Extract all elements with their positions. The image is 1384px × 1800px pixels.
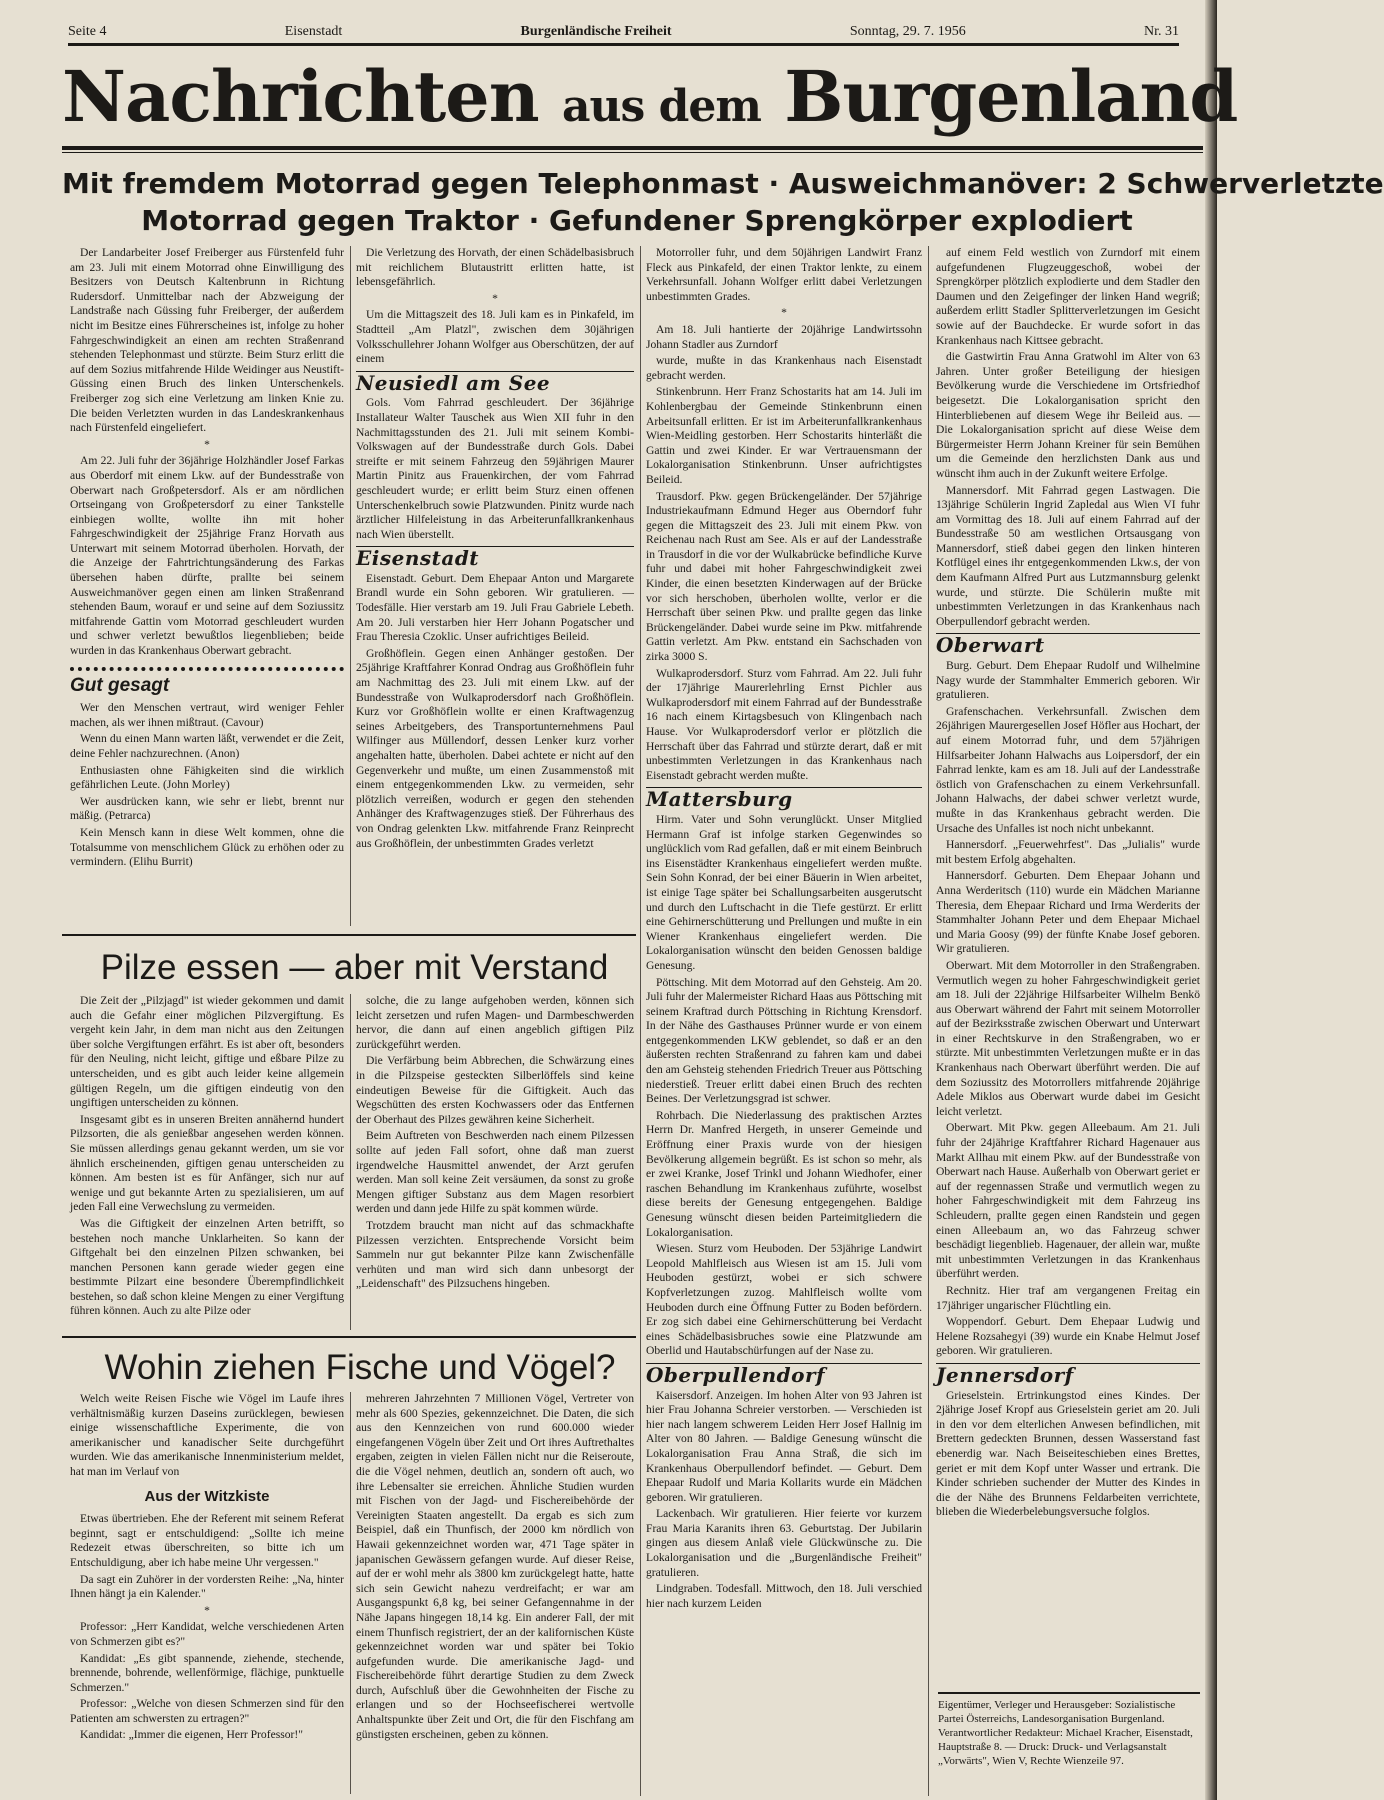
- quote: Kein Mensch kann in diese Welt kommen, ohne die Totalsumme von menschlichem Glück zu erhöhen oder zu vermindern. (Elihu Burrit): [70, 825, 344, 869]
- pilze-headline: Pilze essen — aber mit Verstand: [100, 948, 609, 987]
- joke-paragraph: Kandidat: „Es gibt spannende, ziehende, stechende, brennende, bohrende, wellenförmige, flächige, punktuelle Schmerzen.": [70, 1651, 344, 1694]
- article-paragraph: Wulkaprodersdorf. Sturz vom Fahrrad. Am 22. Juli fuhr der 17jährige Maurerlehrling Ernst Pichler aus Wulkaprodersdorf mit einem Fahrrad auf der Bundesstraße 16 nach einem Kirtagsbesuch von Klingenbach nach Hause. Vor Wulkaprodersdorf verlor er plötzlich die Herrschaft über das Fahrrad und stürzte derart, daß er mit unbestimmten Verletzungen in das Krankenhaus nach Eisenstadt gebracht werden mußte.: [646, 666, 922, 782]
- article-paragraph: Was die Giftigkeit der einzelnen Arten betrifft, so bestehen noch manche Unklarheiten. So kann der Giftgehalt bei den einzelnen Pilzen schwanken, bei manchen Personen kann gerade wieder gegen eine bestimmte Pilzart eine besondere Überempfindlichkeit bestehen, so daß schon kleine Mengen zu einer Vergiftung führen können. Auch zu alte Pilze oder: [70, 1216, 344, 1318]
- article-paragraph: Oberwart. Mit Pkw. gegen Alleebaum. Am 21. Juli fuhr der 24jährige Kraftfahrer Richard Hagenauer aus Markt Allhau mit einem Pkw. auf der Bundesstraße von Oberwart nach Hause. Außerhalb von Oberwart geriet er auf der regennassen Straße und vermutlich wegen zu hoher Fahrgeschwindigkeit mit dem Fahrzeug ins Schleudern, prallte gegen einen Randstein und gegen einen Alleebaum an, wo das Fahrzeug schwer beschädigt liegenblieb. Hagenauer, der allein war, mußte mit unbestimmten Verletzungen in das Krankenhaus überführt werden.: [936, 1121, 1200, 1281]
- joke-paragraph: Professor: „Welche von diesen Schmerzen sind für den Patienten am schwersten zu ertragen?": [70, 1697, 344, 1725]
- section-masthead: [62, 52, 1238, 142]
- article-paragraph: Oberwart. Mit dem Motorroller in den Straßengraben. Vermutlich wegen zu hoher Fahrgeschwindigkeit geriet am 18. Juli der 22jährige Hilfsarbeiter Wilhelm Benkö aus Oberwart während der Fahrt mit seinem Motorroller auf der Bezirksstraße zwischen Oberwart und Unterwart in einer Rechtskurve in den Straßengraben, wo er stürzte. Mit unbestimmten Verletzungen mußte er in das Krankenhaus nach Oberwart überführt werden. Die auf dem Soziussitz des Motorrollers mitfahrende 20jährige Adele Miklos aus Oberwart wurde dabei im Gesicht leicht verletzt.: [936, 958, 1200, 1118]
- article-paragraph: Wiesen. Sturz vom Heuboden. Der 53jährige Landwirt Leopold Mahlfleisch aus Wiesen ist am 15. Juli vom Heuboden gestürzt, wobei er sich schwere Kopfverletzungen zuzog. Mahlfleisch wollte vom Heuboden durch eine Öffnung Futter zu Boden befördern. Er zog sich dabei eine Gehirnerschütterung bei Verdacht eines Schädelbasisbruches sowie eine Platzwunde am Oberlid und Hautabschürfungen auf der Nase zu.: [646, 1242, 922, 1358]
- article-paragraph: Am 22. Juli fuhr der 36jährige Holzhändler Josef Farkas aus Oberdorf mit einem Lkw. auf der Bundesstraße von Oberwart nach Großpetersdorf. Als er am nördlichen Ortseingang von Großpetersdorf zu einer Tankstelle einbiegen wollte, wollte ihn mit hoher Fahrgeschwindigkeit der 25jährige Franz Horvath aus Unterwart mit seinem Motorrad überholen. Horvath, der die Anzeige der Fahrtrichtungsänderung des Farkas übersehen haben dürfte, prallte bei seinem Ausweichmanöver gegen einen am linken Straßenrand stehenden Baum, worauf er und seine auf dem Soziussitz mitfahrende Gattin vom Motorrad geschleudert wurden und schwer verletzt bewußtlos liegenblieben; beide wurden in das Krankenhaus Oberwart gebracht.: [70, 454, 344, 658]
- fische-column-2: [356, 1392, 634, 1794]
- witzkiste-title: Aus der Witzkiste: [144, 1487, 270, 1505]
- quote-box: [70, 701, 344, 870]
- page-number: Seite 4: [68, 24, 107, 39]
- article-paragraph: Gols. Vom Fahrrad geschleudert. Der 36jährige Installateur Walter Tauschek aus Wien XII fuhr in den Nachmittagsstunden des 21. Juli mit seinem Kombi-Volkswagen auf der Bundesstraße durch Gols. Dabei streifte er mit seinem Fahrzeug den 59jährigen Maurer Martin Pinitz aus Frauenkirchen, der vom Fahrrad geschleudert wurde; er erlitt beim Sturz einen offenen Unterschenkelbruch sowie Platzwunden. Pinitz wurde nach ärztlicher Hilfeleistung in das Arbeiterunfallkrankenhaus nach Wien überstellt.: [356, 396, 634, 541]
- joke-paragraph: Professor: „Herr Kandidat, welche verschiedenen Arten von Schmerzen gibt es?": [70, 1620, 344, 1648]
- article-paragraph: die Gastwirtin Frau Anna Gratwohl im Alter von 63 Jahren. Unter großer Beteiligung der hiesigen Bevölkerung wurde die Verschiedene im Ortsfriedhof beigesetzt. Die Lokalorganisation spricht den Hinterbliebenen auf diesem Wege ihr Beileid aus. — Die Lokalorganisation spricht auf diese Weise dem Bürgermeister Herrn Johann Kreiner für sein Bemühen um die Gemeinde den herzlichsten Dank aus und wünscht ihm auch in der Zukunft weitere Erfolge.: [936, 350, 1200, 480]
- column-rule: [640, 246, 641, 1796]
- article-paragraph: Trotzdem braucht man nicht auf das schmackhafte Pilzessen verzichten. Entsprechende Vorsicht beim Sammeln nur gut bekannter Pilze kann Zwischenfälle verhüten und man wird sich dann unbesorgt der „Leidenschaft" des Pilzsuchens hingeben.: [356, 1218, 634, 1291]
- quote: Wenn du einen Mann warten läßt, verwendet er die Zeit, deine Fehler nachzurechnen. (Anon): [70, 732, 344, 760]
- article-paragraph: Rechnitz. Hier traf am vergangenen Freitag ein 17jähriger ungarischer Flüchtling ein.: [936, 1283, 1200, 1312]
- quote: Enthusiasten ohne Fähigkeiten sind die wirklich gefährlichen Leute. (John Morley): [70, 763, 344, 792]
- masthead-word-2: aus dem: [561, 81, 761, 132]
- article-paragraph: Grafenschachen. Verkehrsunfall. Zwischen dem 26jährigen Maurergesellen Josef Höfler aus Hochart, der auf einem Motorrad fuhr, und dem 57jährigen Hilfsarbeiter Johann Halwachs aus Loipersdorf, der ein Fahrrad lenkte, kam es am 18. Juli auf der Landesstraße östlich von Grafenschachen zu einem Verkehrsunfall. Johann Halwachs, der dabei schwer verletzt wurde, mußte in das Krankenhaus gebracht werden. Die Ursache des Unfalles ist noch nicht unbekannt.: [936, 704, 1200, 835]
- quote: Wer den Menschen vertraut, wird weniger Fehler machen, als wer ihnen mißtraut. (Cavour): [70, 701, 344, 729]
- column-3: [646, 246, 922, 1794]
- column-4: [936, 246, 1200, 1686]
- article-paragraph: Eisenstadt. Geburt. Dem Ehepaar Anton und Margarete Brandl wurde ein Sohn geboren. Wir gratulieren. — Todesfälle. Hier verstarb am 19. Juli Frau Gabriele Lebeth. Am 20. Juli verstarben hier Herr Johann Pogatscher und Frau Theresia Czoklic. Unser aufrichtiges Beileid.: [356, 571, 634, 644]
- fische-column-1: [70, 1392, 344, 1794]
- article-paragraph: Motorroller fuhr, und dem 50jährigen Landwirt Franz Fleck aus Pinkafeld, der einen Traktor lenkte, zu einem Verkehrsunfall. Johann Wolfger erlitt dabei Verletzungen unbestimmten Grades.: [646, 246, 922, 303]
- article-paragraph: Die Zeit der „Pilzjagd" ist wieder gekommen und damit auch die Gefahr einer möglichen Pilzvergiftung. Es vergeht kein Jahr, in dem man nicht aus den Zeitungen über solche Vergiftungen erfährt. Es ist aber oft, besonders für den Neuling, nicht leicht, giftige und eßbare Pilze zu unterscheiden, und es gibt auch leider keine allgemein gültigen Regeln, um die giftigen eindeutig von den ungiftigen unterscheiden zu können.: [70, 994, 344, 1110]
- imprint: Eigentümer, Verleger und Herausgeber: Sozialistische Partei Österreichs, Landesorganisation Burgenland. Verantwortlicher Redakteur: Michael Kracher, Eisenstadt, Hauptstraße 8. — Druck: Druck- und Verlagsanstalt „Vorwärts", Wien V, Rechte Wienzeile 97.: [938, 1692, 1200, 1798]
- separator-star: *: [204, 437, 210, 451]
- region-heading-oberpullendorf: Oberpullendorf: [646, 1363, 922, 1383]
- gut-gesagt-title: Gut gesagt: [70, 667, 344, 694]
- article-paragraph: Rohrbach. Die Niederlassung des praktischen Arztes Herrn Dr. Manfred Hergeth, in unserer Gemeinde und Eröffnung einer Praxis wurde von der hiesigen Bevölkerung allgemein begrüßt. Es ist schon so mehr, als er zwei Kranke, Josef Trinkl und Johann Wiedhofer, einer raschen Behandlung im Krankenhaus zuführte, woselbst diese bereits der Genesung entgegengehen. Baldige Genesung wünscht diesen beiden Parteimitgliedern die Lokalorganisation.: [646, 1108, 922, 1239]
- separator-star: *: [781, 306, 787, 320]
- column-rule: [928, 246, 929, 1796]
- masthead-word-3: Burgenland: [784, 55, 1238, 138]
- joke-paragraph: Da sagt ein Zuhörer in der vordersten Reihe: „Na, hinter Ihnen hängt ja ein Kalender.": [70, 1572, 344, 1601]
- article-paragraph: mehreren Jahrzehnten 7 Millionen Vögel, Vertreter von mehr als 600 Spezies, gekennzeichnet. Die Daten, die sich aus den Kennzeichen von rund 600.000 wieder eingefangenen Vögeln über Zeit und Ort ihres Auftrethaltes ergaben, zeigten in vielen Fällen nicht nur die Reiseroute, die die Vögel nehmen, deutlich an, sondern oft auch, wo ihre Lebensalter sie erreichen. Ähnliche Studien wurden mit Fischen von der Jagd- und Fischereibehörde der Vereinigten Staaten angestellt. Da ergab es sich zum Beispiel, daß ein Thunfisch, der 2000 km nördlich von Hawaii gekennzeichnet worden war, 471 Tage später in japanischen Gewässern gefangen wurde. Auf dieser Reise, auf der er wohl mehr als 3800 km zurückgelegt hatte, hatte sich sein Gewicht nahezu verdreifacht; er war am Ausgangspunkt 6,8 kg, bei seiner Gefangennahme in der Nähe Japans hingegen 18,14 kg. Ein anderer Fall, der mit einem Thunfisch registriert, der an der kalifornischen Küste gekennzeichnet worden war und später bei Tokio aufgefunden wurde. Die amerikanische Jagd- und Fischereibehörde führt derartige Studien zu dem Zweck durch, Aufschluß über die Gewohnheiten der Fische zu erlangen und so der Hochseefischerei wertvolle Anhaltspunkte über Zeit und Ort, die für den Fischfang am günstigsten erscheinen, geben zu können.: [356, 1392, 634, 1741]
- article-paragraph: Hannersdorf. „Feuerwehrfest". Das „Julialis" wurde mit bestem Erfolg abgehalten.: [936, 838, 1200, 866]
- region-heading-neusiedl: Neusiedl am See: [356, 371, 634, 391]
- article-paragraph: Kaisersdorf. Anzeigen. Im hohen Alter von 93 Jahren ist hier Frau Johanna Schreier verstorben. — Verschieden ist hier nach langem schwerem Leiden Herr Josef Hallnig im Alter von 80 Jahren. — Baldige Genesung wünscht die Lokalorganisation Frau Anna Straß, die sich im Krankenhaus Oberpullendorf befindet. — Geburt. Dem Ehepaar Rudolf und Maria Kollarits wurde ein Mädchen geboren. Wir gratulieren.: [646, 1388, 922, 1504]
- article-paragraph: Hirm. Vater und Sohn verunglückt. Unser Mitglied Hermann Graf ist infolge starken Gegenwindes so unglücklich vom Rad gefallen, daß er mit einem Beinbruch ins Eisenstädter Krankenhaus eingeliefert werden mußte. Sein Sohn Konrad, der bei einer Bäuerin in Wien arbeitet, ist einige Tage später bei Schallungsarbeiten ausgerutscht und durch den Luftschacht in die Tiefe gestürzt. Er erlitt eine Gehirnerschütterung und Prellungen und mußte in ein Wiener Krankenhaus eingeliefert werden. Die Lokalorganisation wünscht den beiden Genossen baldige Genesung.: [646, 812, 922, 972]
- region-heading-eisenstadt: Eisenstadt: [356, 546, 634, 566]
- region-heading-oberwart: Oberwart: [936, 633, 1200, 653]
- article-paragraph: Großhöflein. Gegen einen Anhänger gestoßen. Der 25jährige Kraftfahrer Konrad Ondrag aus Großhöflein fuhr am Nachmittag des 23. Juli mit einem Lkw. auf der Bundesstraße von Wulkaprodersdorf nach Großhöflein. Kurz vor Großhöflein wollte er einen Kraftwagenzug seines Arbeitgebers, des Transportunternehmens Paul Wilfinger aus Müllendorf, dessen Lenker kurz vorher angehalten hatte, überholen. Dabei achtete er nicht auf den Gegenverkehr und mußte, um einen Zusammenstoß mit einem entgegenkommenden Lkw. zu vermeiden, sehr plötzlich verreißen, wodurch er gegen den stehenden Anhänger des Kraftwagenzuges stieß. Der Führerhaus des von Ondrag gelenkten Lkw. mitfahrende Franz Reinprecht aus Großhöflein, der unbestimmten Grades verletzt: [356, 646, 634, 850]
- issue-number: Nr. 31: [1143, 24, 1179, 39]
- place: Eisenstadt: [284, 24, 343, 39]
- article-paragraph: Trausdorf. Pkw. gegen Brückengeländer. Der 57jährige Industriekaufmann Edmund Heger aus Oberndorf fuhr gegen die Mittagszeit des 23. Juli mit einem Pkw. von Reichenau nach Rust am See. Als er auf der Landesstraße in Trausdorf in die vor der Wulkabrücke befindliche Kurve fuhr und dabei mit hoher Fahrgeschwindigkeit zwei Kinder, die einen besetzten Kinderwagen auf der Brücke vor sich herschoben, überholen wollte, verlor er die Herrschaft über seinen Pkw. und prallte gegen das linke Brückengeländer. Dabei wurde seine im Pkw. mitfahrende Gattin verletzt. Am Pkw. entstand ein Sachschaden von zirka 3000 S.: [646, 489, 922, 664]
- column-rule: [350, 1392, 351, 1794]
- article-rule: [62, 1336, 636, 1338]
- article-paragraph: Um die Mittagszeit des 18. Juli kam es in Pinkafeld, im Stadtteil „Am Platzl", zwischen dem 30jährigen Volksschullehrer Johann Wolfger aus Oberschützen, der auf einem: [356, 308, 634, 366]
- article-paragraph: Am 18. Juli hantierte der 20jährige Landwirtssohn Johann Stadler aus Zurndorf: [646, 322, 922, 351]
- region-heading-jennersdorf: Jennersdorf: [936, 1363, 1200, 1383]
- article-paragraph: Lindgraben. Todesfall. Mittwoch, den 18. Juli verschied hier nach kurzem Leiden: [646, 1582, 922, 1610]
- article-paragraph: Grieselstein. Ertrinkungstod eines Kindes. Der 2jährige Josef Kropf aus Grieselstein geriet am 20. Juli in den vor dem elterlichen Anwesen befindlichen, mit Brettern gedeckten Brunnen, dessen Wasserstand fast ebenerdig war. Nach Beiseiteschieben eines Brettes, geriet er mit dem Kopf unter Wasser und ertrank. Die Kinder schrieben suchender der Mutter des Kindes in die der Nähe des Brunnens Feldarbeiten verrichtete, blieben die Wiederbelebungsversuche folglos.: [936, 1388, 1200, 1519]
- article-paragraph: solche, die zu lange aufgehoben werden, können sich leicht zersetzen und rufen Magen- und Darmbeschwerden hervor, die dann auf einen angeblich giftigen Pilz zurückgeführt werden.: [356, 994, 634, 1051]
- page-edge-shadow: [1205, 0, 1217, 1800]
- article-paragraph: Die Verletzung des Horvath, der einen Schädelbasisbruch mit reichlichem Blutaustritt erlitten hatte, ist lebensgefährlich.: [356, 246, 634, 289]
- article-paragraph: Lackenbach. Wir gratulieren. Hier feierte vor kurzem Frau Maria Karanits ihren 63. Geburtstag. Der Jubilarin gingen aus diesem Anlaß viele Glückwünsche zu. Die Lokalorganisation und die „Burgenländische Freiheit" gratulieren.: [646, 1507, 922, 1579]
- deck-headline-1: Mit fremdem Motorrad gegen Telephonmast · Ausweichmanöver: 2 Schwerverletzte: [62, 167, 1384, 200]
- region-heading-mattersburg: Mattersburg: [646, 787, 922, 807]
- fische-headline: Wohin ziehen Fische und Vögel?: [104, 1348, 616, 1387]
- paper-name: Burgenländische Freiheit: [520, 24, 672, 39]
- separator-star: *: [204, 1603, 210, 1617]
- article-paragraph: Die Verfärbung beim Abbrechen, die Schwärzung eines in die Pilzspeise gesteckten Silberlöffels sind keine eindeutigen Beweise für die Giftigkeit. Auch das Wegschütten des ersten Kochwassers oder das Entfernen der Oberhaut des Pilzes gewähren keine Sicherheit.: [356, 1054, 634, 1126]
- article-paragraph: Stinkenbrunn. Herr Franz Schostarits hat am 14. Juli im Kohlenbergbau der Gemeinde Stinkenbrunn einen Arbeitsunfall erlitten. Er ist im Arbeiterunfallkrankenhaus Wien-Meidling gestorben. Herr Schostarits hinterläßt die Gattin und zwei Kinder. Er war Vertrauensmann der Lokalorganisation Stinkenbrunn. Unser aufrichtigstes Beileid.: [646, 385, 922, 486]
- running-head: [68, 14, 1179, 46]
- quote: Wer ausdrücken kann, wie sehr er liebt, brennt nur mäßig. (Petrarca): [70, 794, 344, 823]
- article-paragraph: Mannersdorf. Mit Fahrrad gegen Lastwagen. Die 13jährige Schülerin Ingrid Zapledal aus Wien VI fuhr am Vormittag des 18. Juli auf einem Fahrrad auf der Bundesstraße 50 am westlichen Ortsausgang von Mannersdorf, stieß dabei gegen den linken hinteren Kotflügel eines ihr entgegenkommenden Lkw.s, der von dem Kaufmann Alfred Purt aus Lutzmannsburg gelenkt wurde, und stürzte. Die Schülerin mußte mit unbestimmten Verletzungen in das Krankenhaus nach Oberpullendorf gebracht werden.: [936, 483, 1200, 628]
- column-1: [70, 246, 344, 928]
- column-rule: [350, 246, 351, 926]
- article-paragraph: auf einem Feld westlich von Zurndorf mit einem aufgefundenen Flugzeuggeschoß, wobei der Sprengkörper plötzlich explodierte und dem Stadler den Daumen und den Zeigefinger der linken Hand wegriß; außerdem erlitt Stadler Splitterverletzungen im Gesicht sowie auf der Bauchdecke. Er wurde sofort in das Krankenhaus nach Kittsee gebracht.: [936, 246, 1200, 347]
- article-paragraph: Pöttsching. Mit dem Motorrad auf den Gehsteig. Am 20. Juli fuhr der Malermeister Richard Haas aus Pöttsching mit seinem Kraftrad durch Pöttsching in Richtung Krensdorf. In der Nähe des Gasthauses Prünner wurde er von einem entgegenkommenden LKW geblendet, so daß er an den äußersten rechten Straßenrand zu fahren kam und dabei den am Gehsteig stehenden Friedrich Treuer aus Pöttsching niederstieß. Treuer erlitt dabei einen Bruch des rechten Beines. Der Verletzungsgrad ist schwer.: [646, 975, 922, 1106]
- article-paragraph: Insgesamt gibt es in unseren Breiten annähernd hundert Pilzsorten, die als genießbar angesehen werden können. Sie müssen allerdings genau gekannt werden, um sie vor ähnlich erscheinenden, giftigen genau unterscheiden zu können. Am besten ist es für Anfänger, sich nur auf wenige und gut bekannte Arten zu spezialisieren, um auf jeden Fall eine Verwechslung zu vermeiden.: [70, 1112, 344, 1214]
- pilze-column-2: [356, 994, 634, 1330]
- article-paragraph: Burg. Geburt. Dem Ehepaar Rudolf und Wilhelmine Nagy wurde der Stammhalter Emmerich geboren. Wir gratulieren.: [936, 659, 1200, 702]
- article-paragraph: Woppendorf. Geburt. Dem Ehepaar Ludwig und Helene Rozsahegyi (39) wurde ein Knabe Helmut Josef geboren. Wir gratulieren.: [936, 1315, 1200, 1358]
- joke-paragraph: Etwas übertrieben. Ehe der Referent mit seinem Referat beginnt, sagt er entschuldigend: „Sollte ich meine Redezeit etwas überschreiten, so bitte ich um Entschuldigung, aber ich habe meine Uhr vergessen.": [70, 1512, 344, 1569]
- article-paragraph: wurde, mußte in das Krankenhaus nach Eisenstadt gebracht werden.: [646, 354, 922, 382]
- joke-paragraph: Kandidat: „Immer die eigenen, Herr Professor!": [80, 1728, 303, 1742]
- column-2: [356, 246, 634, 928]
- article-rule: [62, 934, 636, 936]
- deck-headline-2: Motorrad gegen Traktor · Gefundener Sprengkörper explodiert: [141, 204, 1133, 237]
- masthead-word-1: Nachrichten: [62, 55, 539, 138]
- article-paragraph: Welch weite Reisen Fische wie Vögel im Laufe ihres verhältnismäßig kurzen Daseins zurücklegen, bewiesen einige wissenschaftliche Experimente, die von amerikanischer und kanadischer Seite durchgeführt wurden. Wie das amerikanische Innenministerium meldet, hat man im Verlauf von: [70, 1392, 344, 1478]
- column-rule: [350, 994, 351, 1330]
- masthead-rule: [62, 146, 1203, 153]
- separator-star: *: [492, 291, 498, 305]
- article-paragraph: Hannersdorf. Geburten. Dem Ehepaar Johann und Anna Werderitsch (110) wurde ein Mädchen Marianne Theresia, dem Ehepaar Richard und Irma Werderits der Stammhalter Johann Peter und dem Ehepaar Michael und Maria Goosy (99) der fünfte Knabe Josef geboren. Wir gratulieren.: [936, 869, 1200, 956]
- issue-date: Sonntag, 29. 7. 1956: [849, 24, 966, 39]
- article-paragraph: Beim Auftreten von Beschwerden nach einem Pilzessen sollte auf jeden Fall sofort, ohne daß man zuerst irgendwelche Hausmittel anwendet, der Arzt gerufen werden. Man soll keine Zeit versäumen, da sonst zu große Mengen giftiger Substanz aus dem Magen resorbiert werden und dann jede Hilfe zu spät kommen würde.: [356, 1129, 634, 1216]
- pilze-column-1: [70, 994, 344, 1330]
- article-paragraph: Der Landarbeiter Josef Freiberger aus Fürstenfeld fuhr am 23. Juli mit einem Motorrad ohne Einwilligung des Besitzers von Deutsch Kaltenbrunn in Richtung Rudersdorf. Unmittelbar nach der Abzweigung der Landstraße nach Güssing fuhr Freiberger, der außerdem nicht im Besitze eines Führerscheines ist, infolge zu hoher Fahrgeschwindigkeit an einen am rechten Straßenrand stehenden Telephonmast und stürzte. Beim Sturz erlitt die auf dem Sozius mitfahrende Hilde Weidinger aus Neustift-Güssing einen Bruch des linken Unterschenkels. Freiberger zog sich eine Verletzung am linken Knie zu. Die beiden Verletzten wurden in das Landeskrankenhaus nach Fürstenfeld eingeliefert.: [70, 246, 344, 435]
